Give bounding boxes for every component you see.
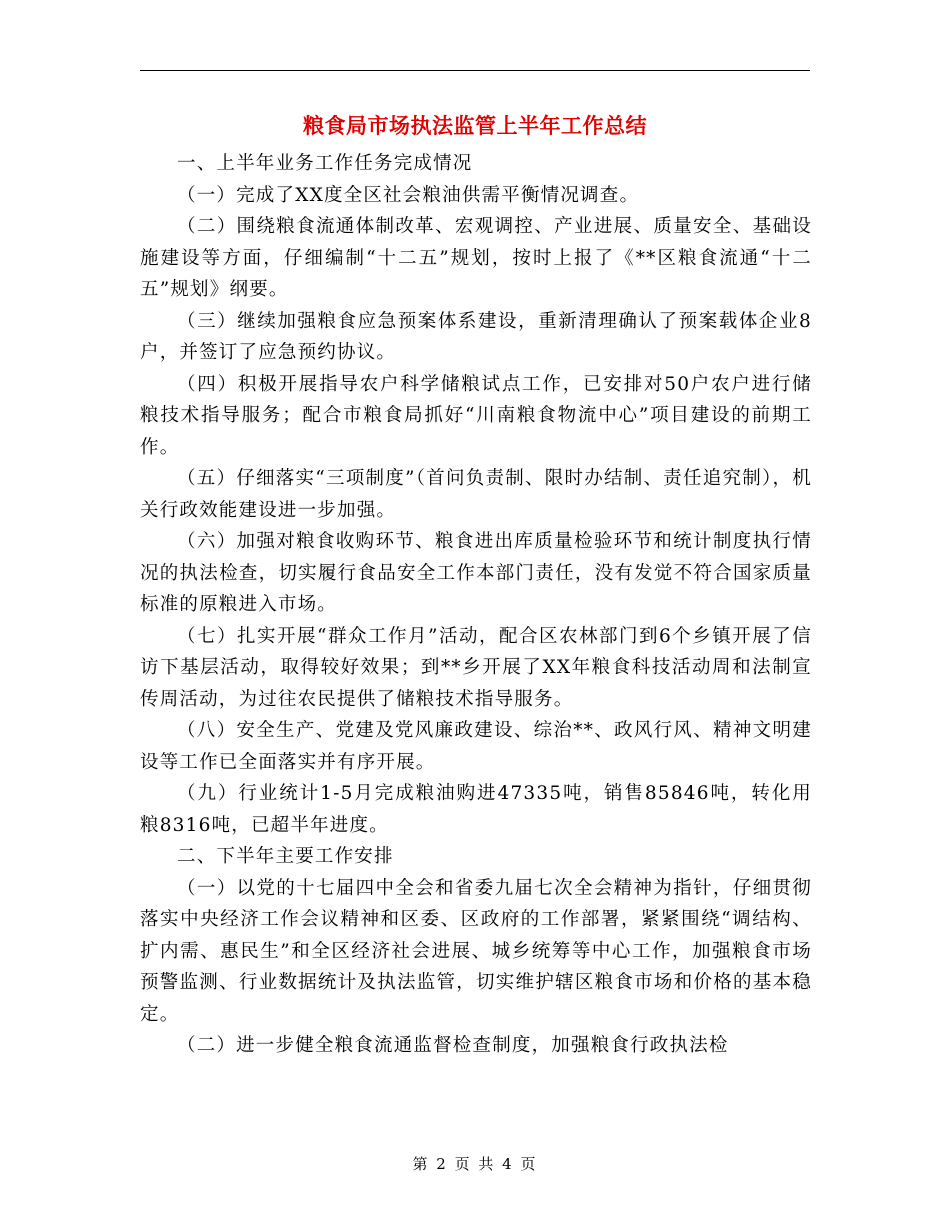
paragraph-item-1: （一）完成了XX度全区社会粮油供需平衡情况调查。 [177,184,640,206]
paragraph-item-4: （四）积极开展指导农户科学储粮试点工作，已安排对50户农户进行储粮技术指导服务；配合市粮食局抓好“川南粮食物流中心”项目建设的前期工作。 [140,373,812,458]
paragraph-item-6: （六）加强对粮食收购环节、粮食进出库质量检验环节和统计制度执行情况的执法检查，切实履行食品安全工作本部门责任，没有发觉不符合国家质量标准的原粮进入市场。 [140,531,812,615]
page-number-footer: 第 2 页 共 4 页 [412,1155,538,1173]
paragraph-item-5: （五）仔细落实“三项制度”（首问负责制、限时办结制、责任追究制），机关行政效能建设进一步加强。 [140,468,812,521]
section-heading-2: 二、下半年主要工作安排 [177,846,394,867]
paragraph-item-2: （二）围绕粮食流通体制改革、宏观调控、产业进展、质量安全、基础设施建设等方面，仔细编制“十二五”规划，按时上报了《**区粮食流通“十二五”规划》纲要。 [140,216,812,300]
paragraph-item-8: （八）安全生产、党建及党风廉政建设、综治**、政风行风、精神文明建设等工作已全面落实并有序开展。 [140,720,812,773]
document-body [140,148,812,1062]
document-title: 粮食局市场执法监管上半年工作总结 [303,113,647,138]
paragraph-plan-2: （二）进一步健全粮食流通监督检查制度，加强粮食行政执法检 [177,1035,729,1056]
header-rule [140,70,810,71]
section-heading-1: 一、上半年业务工作任务完成情况 [177,153,473,174]
paragraph-plan-1: （一）以党的十七届四中全会和省委九届七次全会精神为指针，仔细贯彻落实中央经济工作会议精神和区委、区政府的工作部署，紧紧围绕“调结构、扩内需、惠民生”和全区经济社会进展、城乡统筹等中心工作，加强粮食市场预警监测、行业数据统计及执法监管，切实维护辖区粮食市场和价格的基本稳定。 [140,877,812,1025]
paragraph-item-3: （三）继续加强粮食应急预案体系建设，重新清理确认了预案载体企业8户，并签订了应急预约协议。 [140,310,812,363]
paragraph-item-7: （七）扎实开展“群众工作月”活动，配合区农林部门到6个乡镇开展了信访下基层活动，取得较好效果；到**乡开展了XX年粮食科技活动周和法制宣传周活动，为过往农民提供了储粮技术指导服务。 [140,625,812,710]
paragraph-item-9: （九）行业统计1-5月完成粮油购进47335吨，销售85846吨，转化用粮8316吨，已超半年进度。 [140,783,812,836]
